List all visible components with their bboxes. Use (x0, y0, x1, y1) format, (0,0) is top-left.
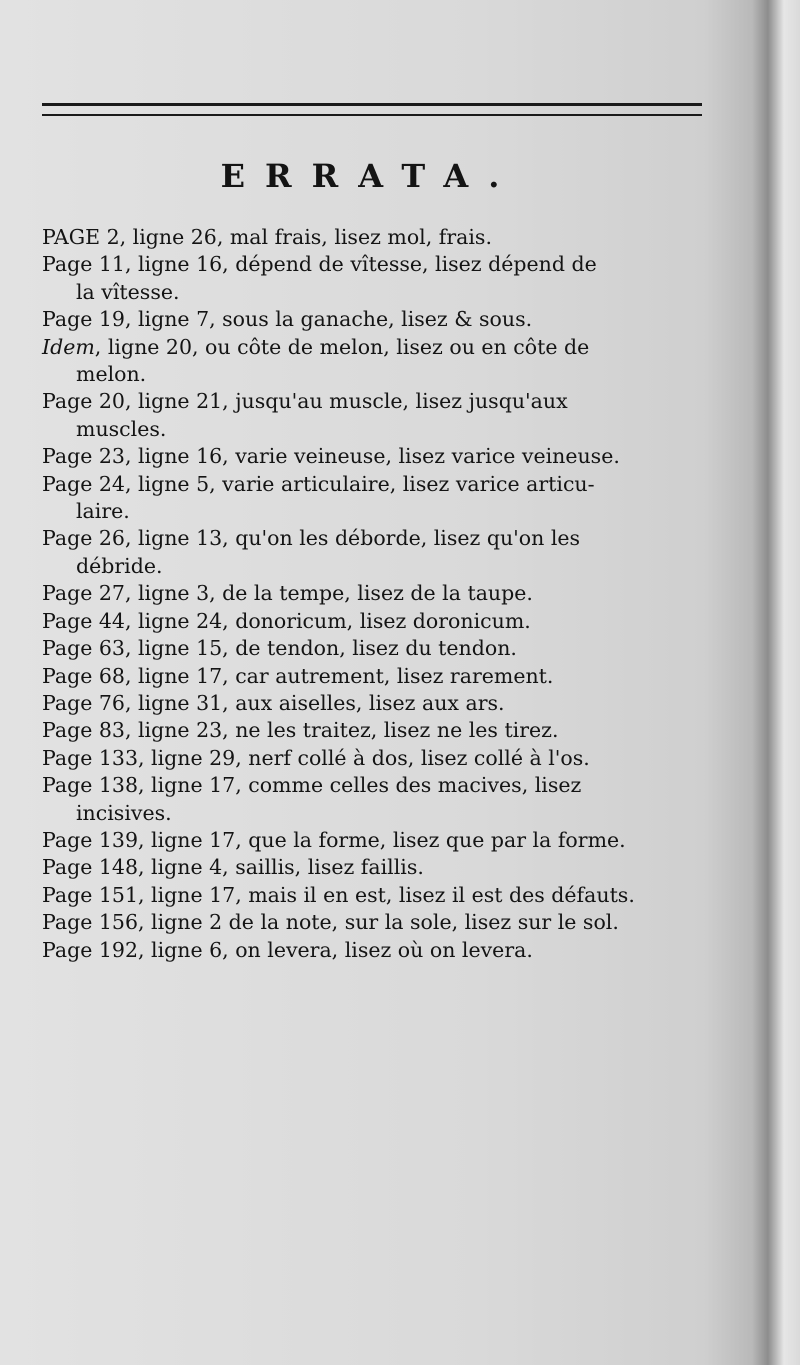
errata-page-ref: Page 63 (42, 636, 125, 661)
errata-entry (42, 580, 706, 607)
errata-entry (42, 334, 706, 389)
errata-correction: , ligne 16, dépend de vîtesse, lisez dépend de (124, 252, 597, 277)
errata-page-ref: Idem (42, 334, 95, 359)
errata-correction: , ligne 13, qu'on les déborde, lisez qu'on les (124, 526, 581, 551)
errata-continuation: laire. (76, 499, 130, 524)
errata-page-ref: Page 133 (42, 745, 138, 770)
errata-entry (42, 635, 706, 662)
errata-entry (42, 854, 706, 881)
errata-page-ref: Page 156 (42, 910, 138, 935)
errata-page-ref: Page 27 (42, 581, 125, 606)
errata-page-ref: Page 68 (42, 663, 125, 688)
errata-page-ref: Page 148 (42, 855, 138, 880)
errata-entry (42, 717, 706, 744)
errata-entry (42, 471, 706, 526)
errata-entry (42, 772, 706, 827)
errata-entry (42, 608, 706, 635)
errata-page-ref: Page 23 (42, 444, 125, 469)
errata-correction: , ligne 17, car autrement, lisez rarement. (124, 663, 554, 688)
errata-page-ref: Page 83 (42, 718, 125, 743)
errata-continuation: débride. (76, 553, 163, 578)
errata-entry (42, 882, 706, 909)
errata-correction: , ligne 7, sous la ganache, lisez & sous. (124, 307, 533, 332)
errata-entry (42, 388, 706, 443)
errata-correction: , ligne 20, ou côte de melon, lisez ou en côte de (94, 334, 590, 359)
errata-correction: , ligne 17, que la forme, lisez que par la forme. (138, 827, 626, 852)
errata-page-ref: Page 26 (42, 526, 125, 551)
errata-correction: , ligne 17, comme celles des macives, lisez (138, 773, 582, 798)
errata-entry (42, 251, 706, 306)
errata-entry (42, 745, 706, 772)
errata-correction: , ligne 26, mal frais, lisez mol, frais. (119, 225, 492, 249)
errata-entry (42, 690, 706, 717)
errata-entry (42, 663, 706, 690)
errata-correction: , ligne 2 de la note, sur la sole, lisez sur le sol. (138, 910, 619, 935)
errata-entry (42, 306, 706, 333)
errata-correction: , ligne 3, de la tempe, lisez de la taupe. (124, 581, 533, 606)
page-title: ERRATA. (220, 157, 520, 195)
errata-page-ref: Page 138 (42, 773, 138, 798)
errata-entry (42, 443, 706, 470)
top-rule-thin (42, 114, 702, 116)
errata-page-ref: Page 11 (42, 252, 125, 277)
errata-entry (42, 909, 706, 936)
errata-entry (42, 937, 706, 964)
errata-continuation: la vîtesse. (76, 279, 180, 304)
errata-correction: , ligne 29, nerf collé à dos, lisez collé à l'os. (138, 745, 590, 770)
errata-page-ref: Page 19 (42, 307, 125, 332)
errata-continuation: muscles. (76, 416, 167, 441)
errata-page-ref: Page 76 (42, 690, 125, 715)
errata-entry (42, 827, 706, 854)
errata-correction: , ligne 15, de tendon, lisez du tendon. (124, 636, 517, 661)
errata-correction: , ligne 6, on levera, lisez où on levera. (138, 937, 533, 962)
errata-page-ref: Page 151 (42, 882, 138, 907)
errata-correction: , ligne 24, donoricum, lisez doronicum. (124, 608, 531, 633)
errata-correction: , ligne 21, jusqu'au muscle, lisez jusqu'aux (124, 389, 568, 414)
errata-entry (42, 525, 706, 580)
errata-page-ref: PAGE 2 (42, 225, 120, 249)
errata-correction: , ligne 23, ne les traitez, lisez ne les tirez. (124, 718, 559, 743)
errata-correction: , ligne 5, varie articulaire, lisez varice articu- (124, 471, 595, 496)
errata-page-ref: Page 20 (42, 389, 125, 414)
errata-page-ref: Page 192 (42, 937, 138, 962)
errata-page-ref: Page 24 (42, 471, 125, 496)
errata-correction: , ligne 16, varie veineuse, lisez varice veineuse. (124, 444, 620, 469)
errata-list (42, 224, 706, 964)
errata-continuation: melon. (76, 362, 147, 387)
top-rule-thick (42, 103, 702, 106)
errata-correction: , ligne 17, mais il en est, lisez il est des défauts. (138, 882, 635, 907)
errata-entry (42, 224, 706, 251)
errata-correction: , ligne 4, saillis, lisez faillis. (138, 855, 424, 880)
errata-correction: , ligne 31, aux aiselles, lisez aux ars. (124, 690, 505, 715)
errata-continuation: incisives. (76, 800, 172, 825)
errata-page-ref: Page 139 (42, 827, 138, 852)
errata-page-ref: Page 44 (42, 608, 125, 633)
